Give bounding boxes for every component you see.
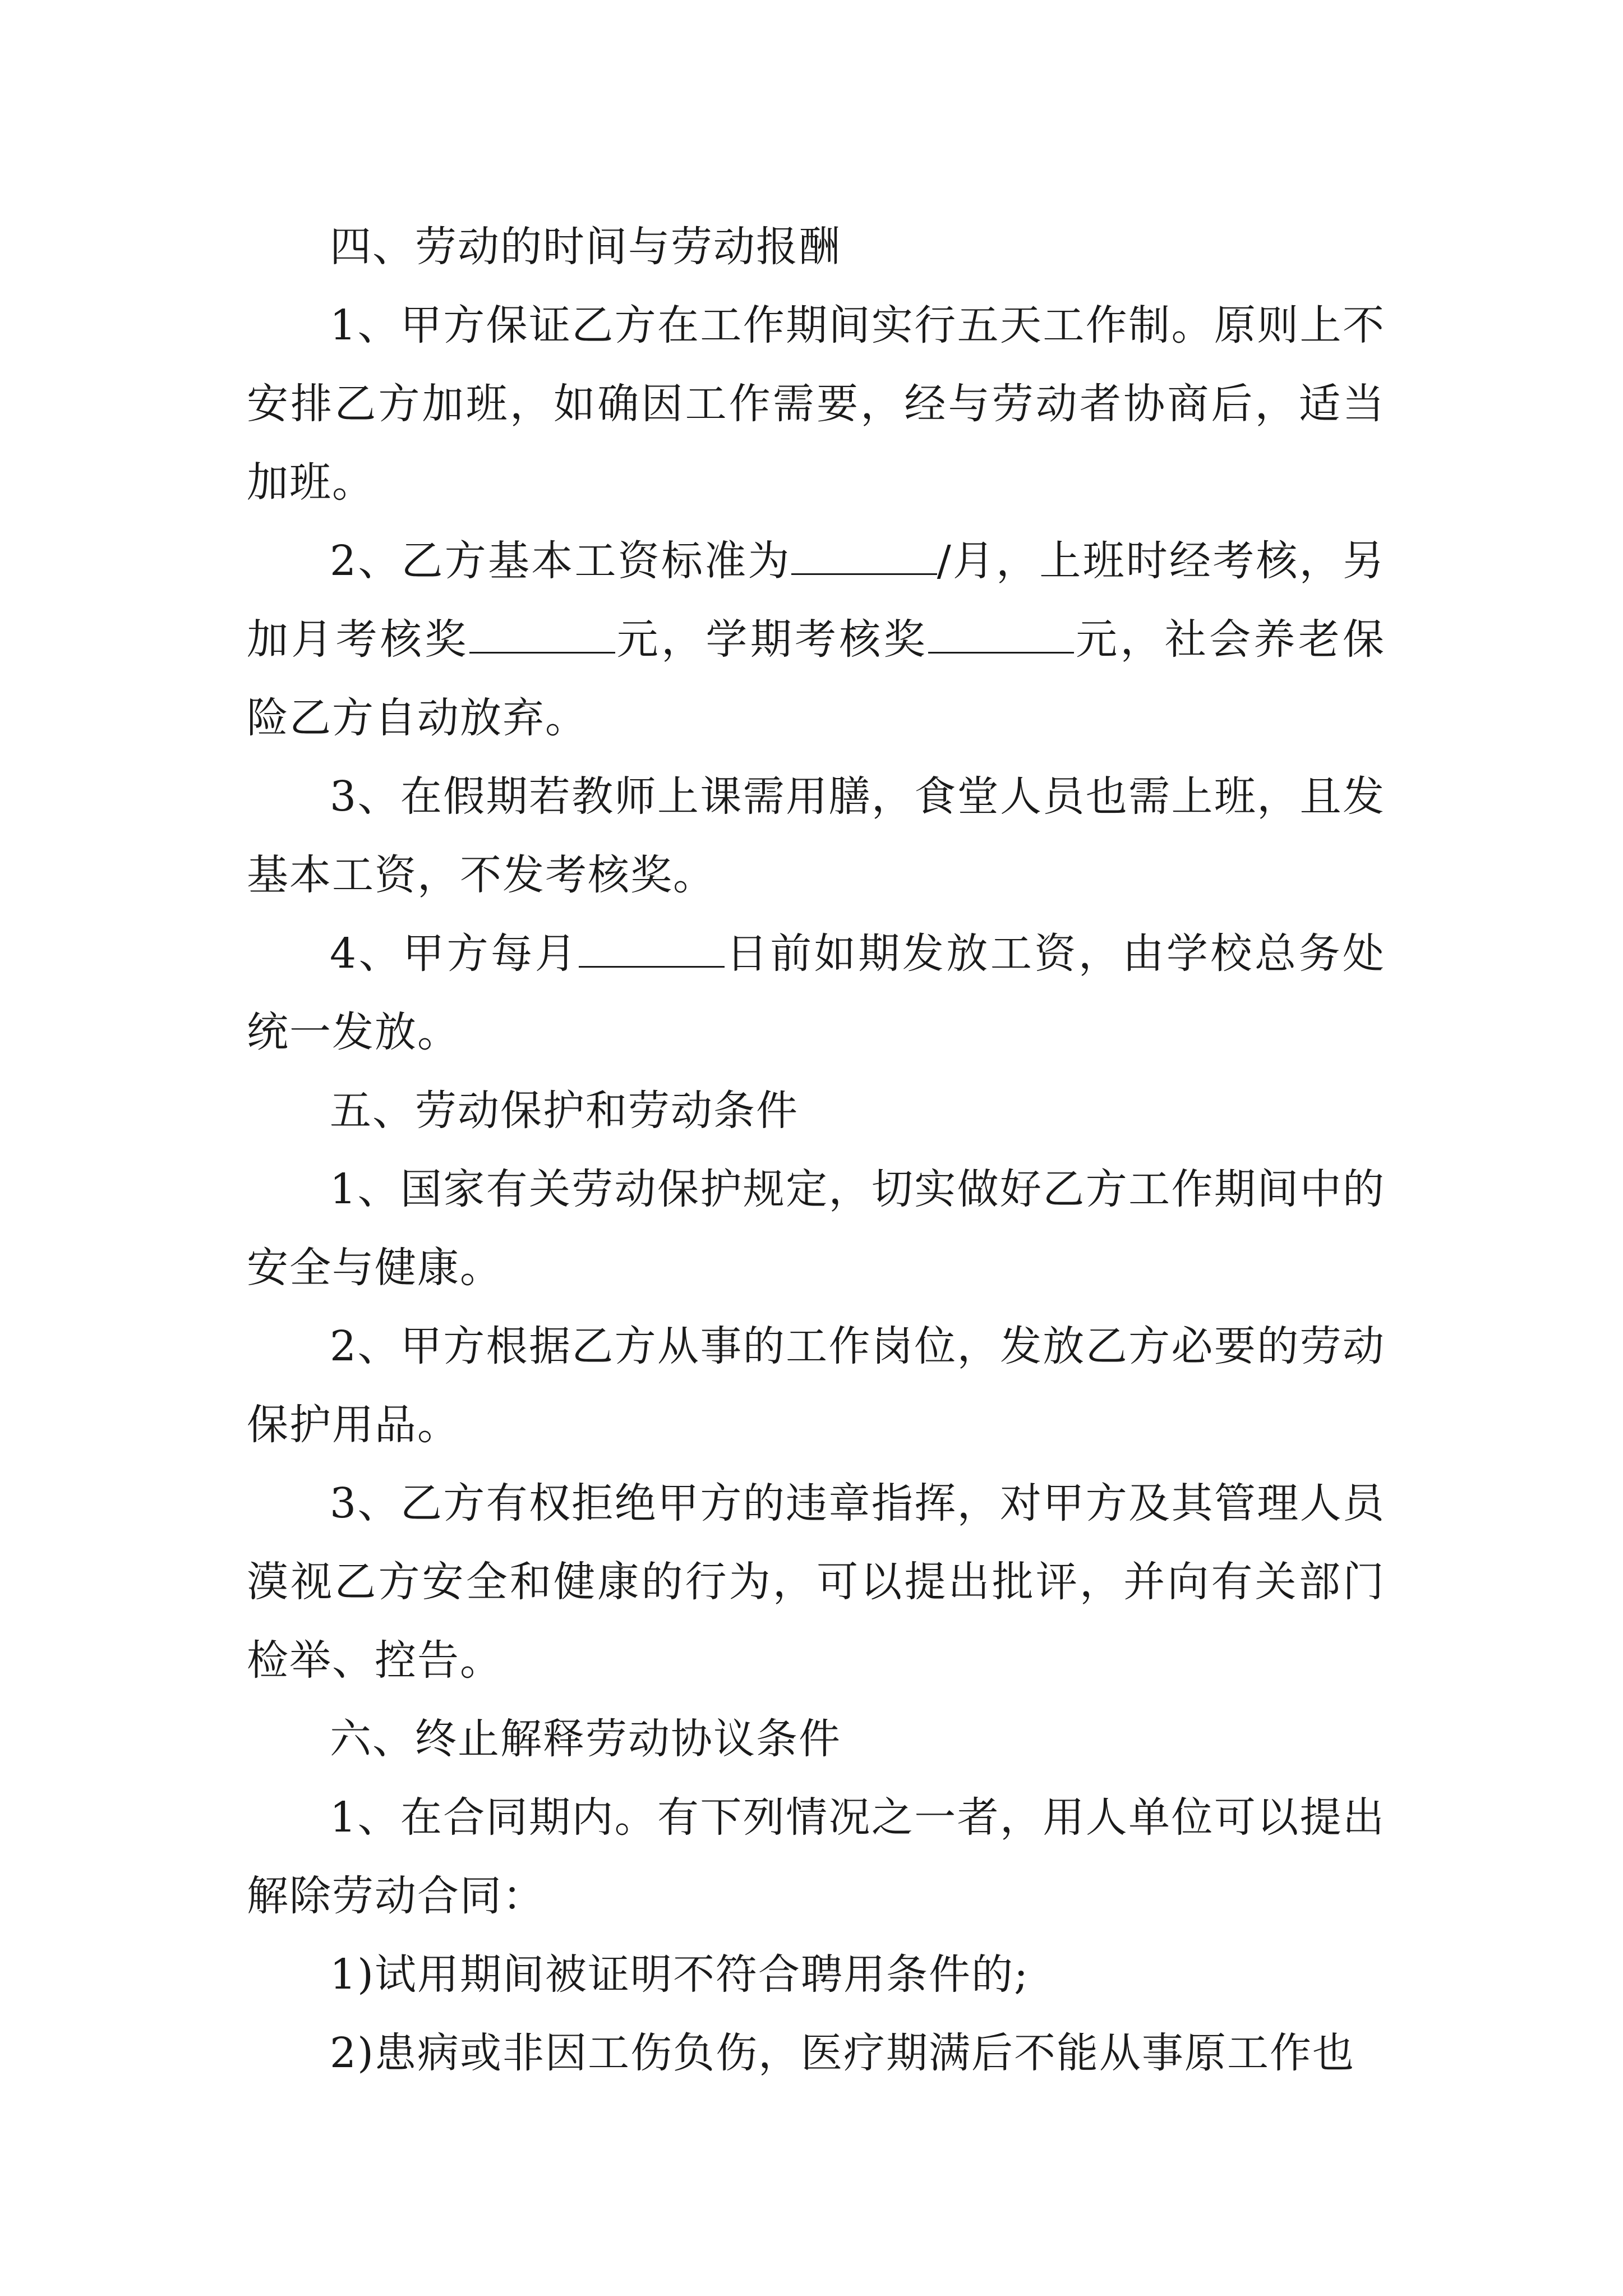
blank-line — [928, 618, 1074, 654]
blank-line — [469, 618, 615, 654]
clause-4-2-text-1: 2、乙方基本工资标准为 — [330, 537, 791, 585]
section-heading-5: 五、劳动保护和劳动条件 — [330, 1087, 799, 1135]
clause-4-2-text-3: 元，学期考核奖 — [615, 615, 928, 664]
section-heading-6: 六、终止解释劳动协议条件 — [330, 1715, 841, 1763]
clause-5-3: 3、乙方有权拒绝甲方的违章指挥，对甲方及其管理人员漠视乙方安全和健康的行为，可以提出批评，并向有关部门检举、控告。 — [247, 1479, 1385, 1685]
clause-5-1: 1、国家有关劳动保护规定，切实做好乙方工作期间中的安全与健康。 — [247, 1165, 1385, 1292]
clause-4-4 — [247, 914, 1385, 1071]
clause-5-2: 2、甲方根据乙方从事的工作岗位，发放乙方必要的劳动保护用品。 — [247, 1322, 1385, 1449]
document-body — [247, 208, 1385, 2092]
clause-6-1-item-2: 2)患病或非因工伤负伤，医疗期满后不能从事原工作也 — [330, 2029, 1355, 2077]
blank-line — [579, 932, 725, 968]
clause-4-2-text-4: 元，社会养老保险乙方自动放弃。 — [247, 615, 1386, 742]
clause-6-1-item-1: 1)试用期间被证明不符合聘用条件的; — [330, 1950, 1029, 1999]
section-heading-4: 四、劳动的时间与劳动报酬 — [330, 223, 841, 271]
clause-4-2 — [247, 522, 1385, 757]
clause-4-4-text-2: 日前如期发放工资，由学校总务处统一发放。 — [247, 930, 1385, 1056]
clause-4-1: 1、甲方保证乙方在工作期间实行五天工作制。原则上不安排乙方加班，如确因工作需要，经与劳动者协商后，适当加班。 — [247, 301, 1385, 507]
clause-6-1: 1、在合同期内。有下列情况之一者，用人单位可以提出解除劳动合同： — [247, 1793, 1385, 1920]
clause-4-2-text-2: /月，上班时经考核，另加月考核奖 — [247, 537, 1385, 664]
clause-4-3: 3、在假期若教师上课需用膳，食堂人员也需上班，且发基本工资，不发考核奖。 — [247, 772, 1385, 899]
blank-line — [791, 540, 937, 575]
clause-4-4-text-1: 4、甲方每月 — [330, 930, 579, 978]
